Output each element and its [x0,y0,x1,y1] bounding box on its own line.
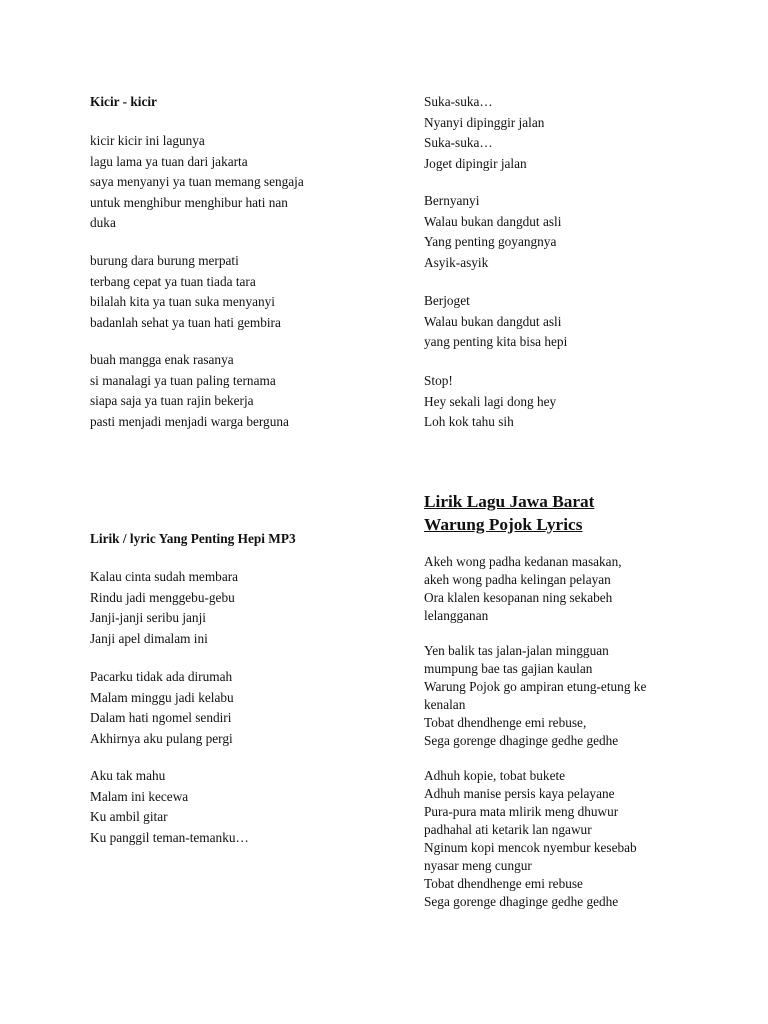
song-title: Lirik / lyric Yang Penting Hepi MP3 [90,531,296,546]
lyric-line: buah mangga enak rasanya [90,352,234,367]
stanza-warung-2 [424,642,646,750]
lyric-line: Ku ambil gitar [90,809,168,825]
stanza-hepi-5 [424,191,561,273]
lyric-line: Stop! [424,373,453,388]
lyric-line: Nyanyi dipinggir jalan [424,114,545,130]
lyric-line: Tobat dhendhenge emi rebuse, [424,715,587,730]
lyric-line: untuk menghibur menghibur hati nan [90,194,288,210]
lyric-line: kicir kicir ini lagunya [90,133,205,148]
lyric-line: lagu lama ya tuan dari jakarta [90,153,248,169]
lyric-line: saya menyanyi ya tuan memang sengaja [90,174,304,190]
lyric-line: Walau bukan dangdut asli [424,313,562,329]
lyric-line: Walau bukan dangdut asli [424,213,562,229]
lyric-line: siapa saja ya tuan rajin bekerja [90,393,254,409]
stanza-kicir-3 [90,350,289,432]
lyric-line: Tobat dhendhenge emi rebuse [424,876,583,891]
stanza-warung-3 [424,767,637,911]
lyric-line: akeh wong padha kelingan pelayan [424,572,611,587]
lyric-line: Hey sekali lagi dong hey [424,393,557,409]
lyric-line: Berjoget [424,293,470,308]
lyric-line: Ora klalen kesopanan ning sekabeh [424,590,613,605]
stanza-kicir-1 [90,131,304,234]
lyric-line: Yang penting goyangnya [424,234,557,250]
song-kicir [90,92,157,113]
lyric-line: Janji-janji seribu janji [90,610,206,626]
lyric-line: Nginum kopi mencok nyembur kesebab [424,840,637,855]
lyric-line: nyasar meng cungur [424,858,532,873]
lyric-line: mumpung bae tas gajian kaulan [424,661,593,676]
stanza-kicir-2 [90,251,281,333]
lyric-line: Joget dipingir jalan [424,155,527,171]
lyric-line: si manalagi ya tuan paling ternama [90,372,276,388]
lyric-line: Malam minggu jadi kelabu [90,689,234,705]
stanza-hepi-3 [90,766,249,848]
lyric-line: Akeh wong padha kedanan masakan, [424,554,622,569]
lyric-line: Janji apel dimalam ini [90,630,208,646]
lyric-line: Loh kok tahu sih [424,414,514,430]
song-warung-title [424,490,594,536]
lyric-line: padhahal ati ketarik lan ngawur [424,822,592,837]
lyric-line: yang penting kita bisa hepi [424,334,568,350]
lyric-line: Adhuh manise persis kaya pelayane [424,786,615,801]
stanza-hepi-1 [90,567,238,649]
lyric-line: Asyik-asyik [424,254,489,270]
lyric-line: Akhirnya aku pulang pergi [90,730,233,746]
lyric-line: Pura-pura mata mlirik meng dhuwur [424,804,619,819]
lyric-line: Pacarku tidak ada dirumah [90,669,233,684]
stanza-hepi-6 [424,291,567,353]
lyric-line: Warung Pojok go ampiran etung-etung ke [424,679,647,694]
lyric-line: Yen balik tas jalan-jalan mingguan [424,643,609,658]
stanza-hepi-7 [424,371,556,433]
lyric-line: Sega gorenge dhaginge gedhe gedhe [424,733,619,748]
lyric-line: Sega gorenge dhaginge gedhe gedhe [424,894,619,909]
stanza-warung-1 [424,553,622,625]
stanza-hepi-4 [424,92,544,174]
lyric-line: kenalan [424,697,466,712]
lyric-line: Suka-suka… [424,135,493,151]
lyric-line: Dalam hati ngomel sendiri [90,710,232,726]
lyric-line: Adhuh kopie, tobat bukete [424,768,566,783]
lyric-line: Bernyanyi [424,193,480,208]
lyric-line: terbang cepat ya tuan tiada tara [90,273,256,289]
song-title-line-2: Warung Pojok Lyrics [424,515,583,534]
lyric-line: badanlah sehat ya tuan hati gembira [90,314,281,330]
lyric-line: Rindu jadi menggebu-gebu [90,589,235,605]
lyric-line: Suka-suka… [424,94,493,109]
stanza-hepi-2 [90,667,234,749]
song-title: Kicir - kicir [90,94,157,109]
lyric-line: Malam ini kecewa [90,788,189,804]
lyric-line: bilalah kita ya tuan suka menyanyi [90,294,275,310]
lyric-line: Kalau cinta sudah membara [90,569,239,584]
lyric-line: lelangganan [424,608,489,623]
lyric-line: burung dara burung merpati [90,253,239,268]
lyric-line: pasti menjadi menjadi warga berguna [90,413,289,429]
song-hepi [90,529,296,550]
song-title-line-1: Lirik Lagu Jawa Barat [424,492,595,511]
lyric-line: duka [90,215,116,231]
lyric-line: Ku panggil teman-temanku… [90,829,249,845]
lyric-line: Aku tak mahu [90,768,166,783]
